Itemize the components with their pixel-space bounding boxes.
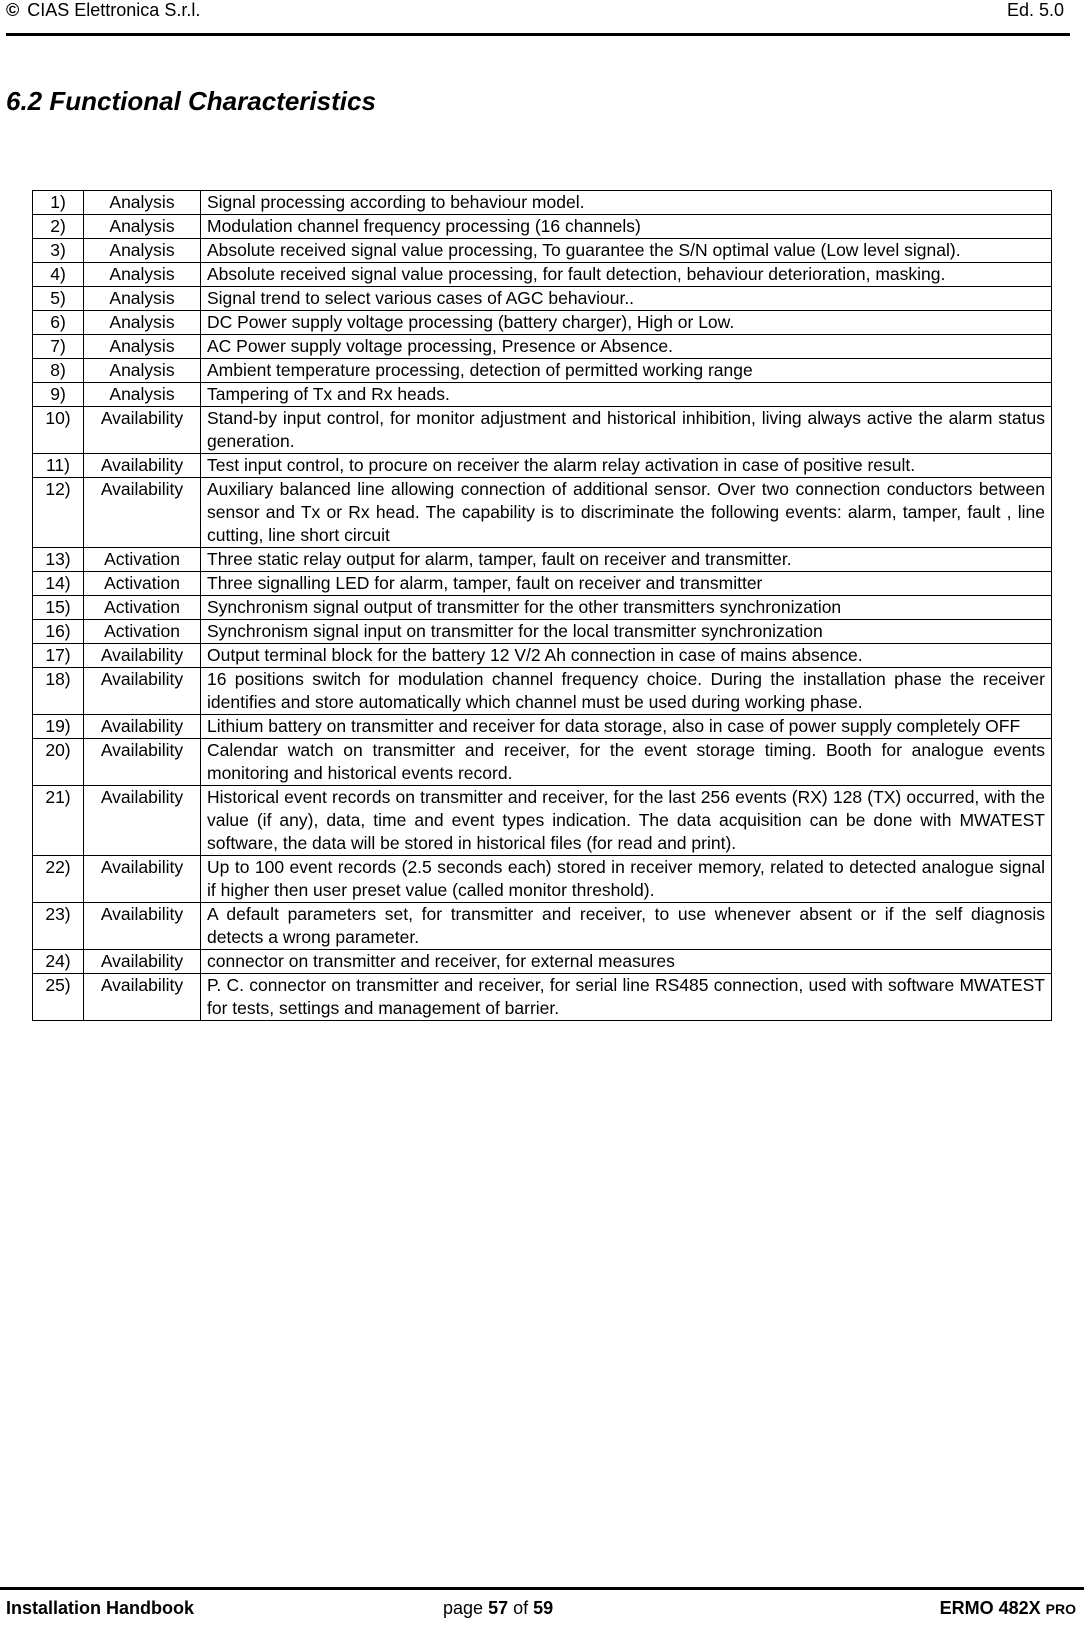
row-category: Analysis [84, 239, 201, 263]
row-number: 2) [33, 215, 84, 239]
row-number: 18) [33, 668, 84, 715]
company-name: CIAS Elettronica S.r.l. [27, 0, 201, 20]
table-row [33, 311, 1052, 335]
page-current: 57 [488, 1598, 509, 1618]
row-number: 5) [33, 287, 84, 311]
row-description: connector on transmitter and receiver, for external measures [201, 950, 1052, 974]
row-description: Stand-by input control, for monitor adjustment and historical inhibition, living always active the alarm status generation. [201, 407, 1052, 454]
row-category: Analysis [84, 335, 201, 359]
row-description: Modulation channel frequency processing (16 channels) [201, 215, 1052, 239]
table-row [33, 478, 1052, 548]
row-category: Analysis [84, 215, 201, 239]
table-row [33, 548, 1052, 572]
row-number: 13) [33, 548, 84, 572]
page-prefix: page [443, 1598, 484, 1618]
table-row [33, 454, 1052, 478]
row-category: Analysis [84, 311, 201, 335]
row-description: Absolute received signal value processing, for fault detection, behaviour deterioration, masking. [201, 263, 1052, 287]
table-row [33, 287, 1052, 311]
row-number: 14) [33, 572, 84, 596]
row-description: Output terminal block for the battery 12 V/2 Ah connection in case of mains absence. [201, 644, 1052, 668]
row-number: 22) [33, 856, 84, 903]
row-number: 16) [33, 620, 84, 644]
row-category: Availability [84, 856, 201, 903]
row-description: Auxiliary balanced line allowing connection of additional sensor. Over two connection conductors between sensor and Tx or Rx head. The capability is to discriminate the following events: alarm, tamper, fault , line cutting, line short circuit [201, 478, 1052, 548]
row-category: Availability [84, 454, 201, 478]
table-row [33, 239, 1052, 263]
table-row [33, 739, 1052, 786]
footer-handbook-label: Installation Handbook [6, 1598, 195, 1618]
table-row [33, 668, 1052, 715]
row-description: A default parameters set, for transmitter and receiver, to use whenever absent or if the self diagnosis detects a wrong parameter. [201, 903, 1052, 950]
row-description: AC Power supply voltage processing, Presence or Absence. [201, 335, 1052, 359]
row-description: P. C. connector on transmitter and receiver, for serial line RS485 connection, used with software MWATEST for tests, settings and management of barrier. [201, 974, 1052, 1021]
product-name: ERMO 482X [939, 1598, 1041, 1618]
row-category: Availability [84, 478, 201, 548]
page-total: 59 [533, 1598, 554, 1618]
table-row [33, 263, 1052, 287]
table-row [33, 715, 1052, 739]
footer-product [940, 1598, 1076, 1619]
row-category: Analysis [84, 191, 201, 215]
row-number: 3) [33, 239, 84, 263]
row-number: 10) [33, 407, 84, 454]
row-number: 23) [33, 903, 84, 950]
table-row [33, 572, 1052, 596]
table-row [33, 407, 1052, 454]
row-description: Calendar watch on transmitter and receiver, for the event storage timing. Booth for analogue events monitoring and historical events record. [201, 739, 1052, 786]
table-row [33, 903, 1052, 950]
table-row [33, 856, 1052, 903]
row-description: Ambient temperature processing, detection of permitted working range [201, 359, 1052, 383]
row-category: Activation [84, 596, 201, 620]
row-number: 15) [33, 596, 84, 620]
row-description: Tampering of Tx and Rx heads. [201, 383, 1052, 407]
header-company [6, 0, 200, 21]
row-description: Up to 100 event records (2.5 seconds each) stored in receiver memory, related to detected analogue signal if higher then user preset value (called monitor threshold). [201, 856, 1052, 903]
copyright-icon: © [6, 0, 20, 20]
row-description: Three signalling LED for alarm, tamper, fault on receiver and transmitter [201, 572, 1052, 596]
row-category: Analysis [84, 383, 201, 407]
footer-page-number [443, 1598, 553, 1619]
row-category: Availability [84, 950, 201, 974]
table-row [33, 786, 1052, 856]
row-category: Analysis [84, 263, 201, 287]
row-category: Availability [84, 407, 201, 454]
row-description: Three static relay output for alarm, tamper, fault on receiver and transmitter. [201, 548, 1052, 572]
row-category: Analysis [84, 359, 201, 383]
row-number: 8) [33, 359, 84, 383]
table-row [33, 383, 1052, 407]
row-category: Analysis [84, 287, 201, 311]
row-description: Absolute received signal value processing, To guarantee the S/N optimal value (Low level signal). [201, 239, 1052, 263]
table-row [33, 359, 1052, 383]
table-row [33, 335, 1052, 359]
row-category: Activation [84, 620, 201, 644]
row-description: Synchronism signal input on transmitter for the local transmitter synchronization [201, 620, 1052, 644]
page-footer [0, 1587, 1084, 1630]
row-category: Availability [84, 903, 201, 950]
row-category: Activation [84, 572, 201, 596]
row-number: 17) [33, 644, 84, 668]
row-description: 16 positions switch for modulation channel frequency choice. During the installation phase the receiver identifies and store automatically which channel must be used during working phase. [201, 668, 1052, 715]
table-row [33, 215, 1052, 239]
row-category: Availability [84, 715, 201, 739]
row-description: Test input control, to procure on receiver the alarm relay activation in case of positive result. [201, 454, 1052, 478]
row-description: Synchronism signal output of transmitter for the other transmitters synchronization [201, 596, 1052, 620]
row-number: 24) [33, 950, 84, 974]
table-row [33, 191, 1052, 215]
section-title: 6.2 Functional Characteristics [6, 86, 376, 116]
row-number: 1) [33, 191, 84, 215]
header-edition: Ed. 5.0 [1006, 0, 1064, 20]
row-number: 7) [33, 335, 84, 359]
page-of: of [513, 1598, 529, 1618]
row-number: 25) [33, 974, 84, 1021]
row-description: Signal processing according to behaviour model. [201, 191, 1052, 215]
table-row [33, 950, 1052, 974]
row-category: Availability [84, 644, 201, 668]
table-row [33, 620, 1052, 644]
row-number: 6) [33, 311, 84, 335]
row-category: Availability [84, 786, 201, 856]
row-number: 9) [33, 383, 84, 407]
row-description: Lithium battery on transmitter and receiver for data storage, also in case of power supply completely OFF [201, 715, 1052, 739]
table-row [33, 596, 1052, 620]
row-number: 11) [33, 454, 84, 478]
row-number: 4) [33, 263, 84, 287]
table-row [33, 644, 1052, 668]
page-header [6, 0, 1070, 36]
row-category: Availability [84, 668, 201, 715]
table-row [33, 974, 1052, 1021]
row-description: Historical event records on transmitter and receiver, for the last 256 events (RX) 128 (TX) occurred, with the value (if any), data, time and event types indication. The data acquisition can be done with MWATEST software, the data will be stored in historical files (for read and print). [201, 786, 1052, 856]
row-category: Availability [84, 739, 201, 786]
table-body [33, 191, 1052, 1021]
row-number: 21) [33, 786, 84, 856]
row-number: 12) [33, 478, 84, 548]
row-number: 19) [33, 715, 84, 739]
row-category: Activation [84, 548, 201, 572]
row-number: 20) [33, 739, 84, 786]
functional-characteristics-table [32, 190, 1052, 1021]
product-suffix: PRO [1045, 1601, 1076, 1617]
row-category: Availability [84, 974, 201, 1021]
row-description: Signal trend to select various cases of AGC behaviour.. [201, 287, 1052, 311]
row-description: DC Power supply voltage processing (battery charger), High or Low. [201, 311, 1052, 335]
